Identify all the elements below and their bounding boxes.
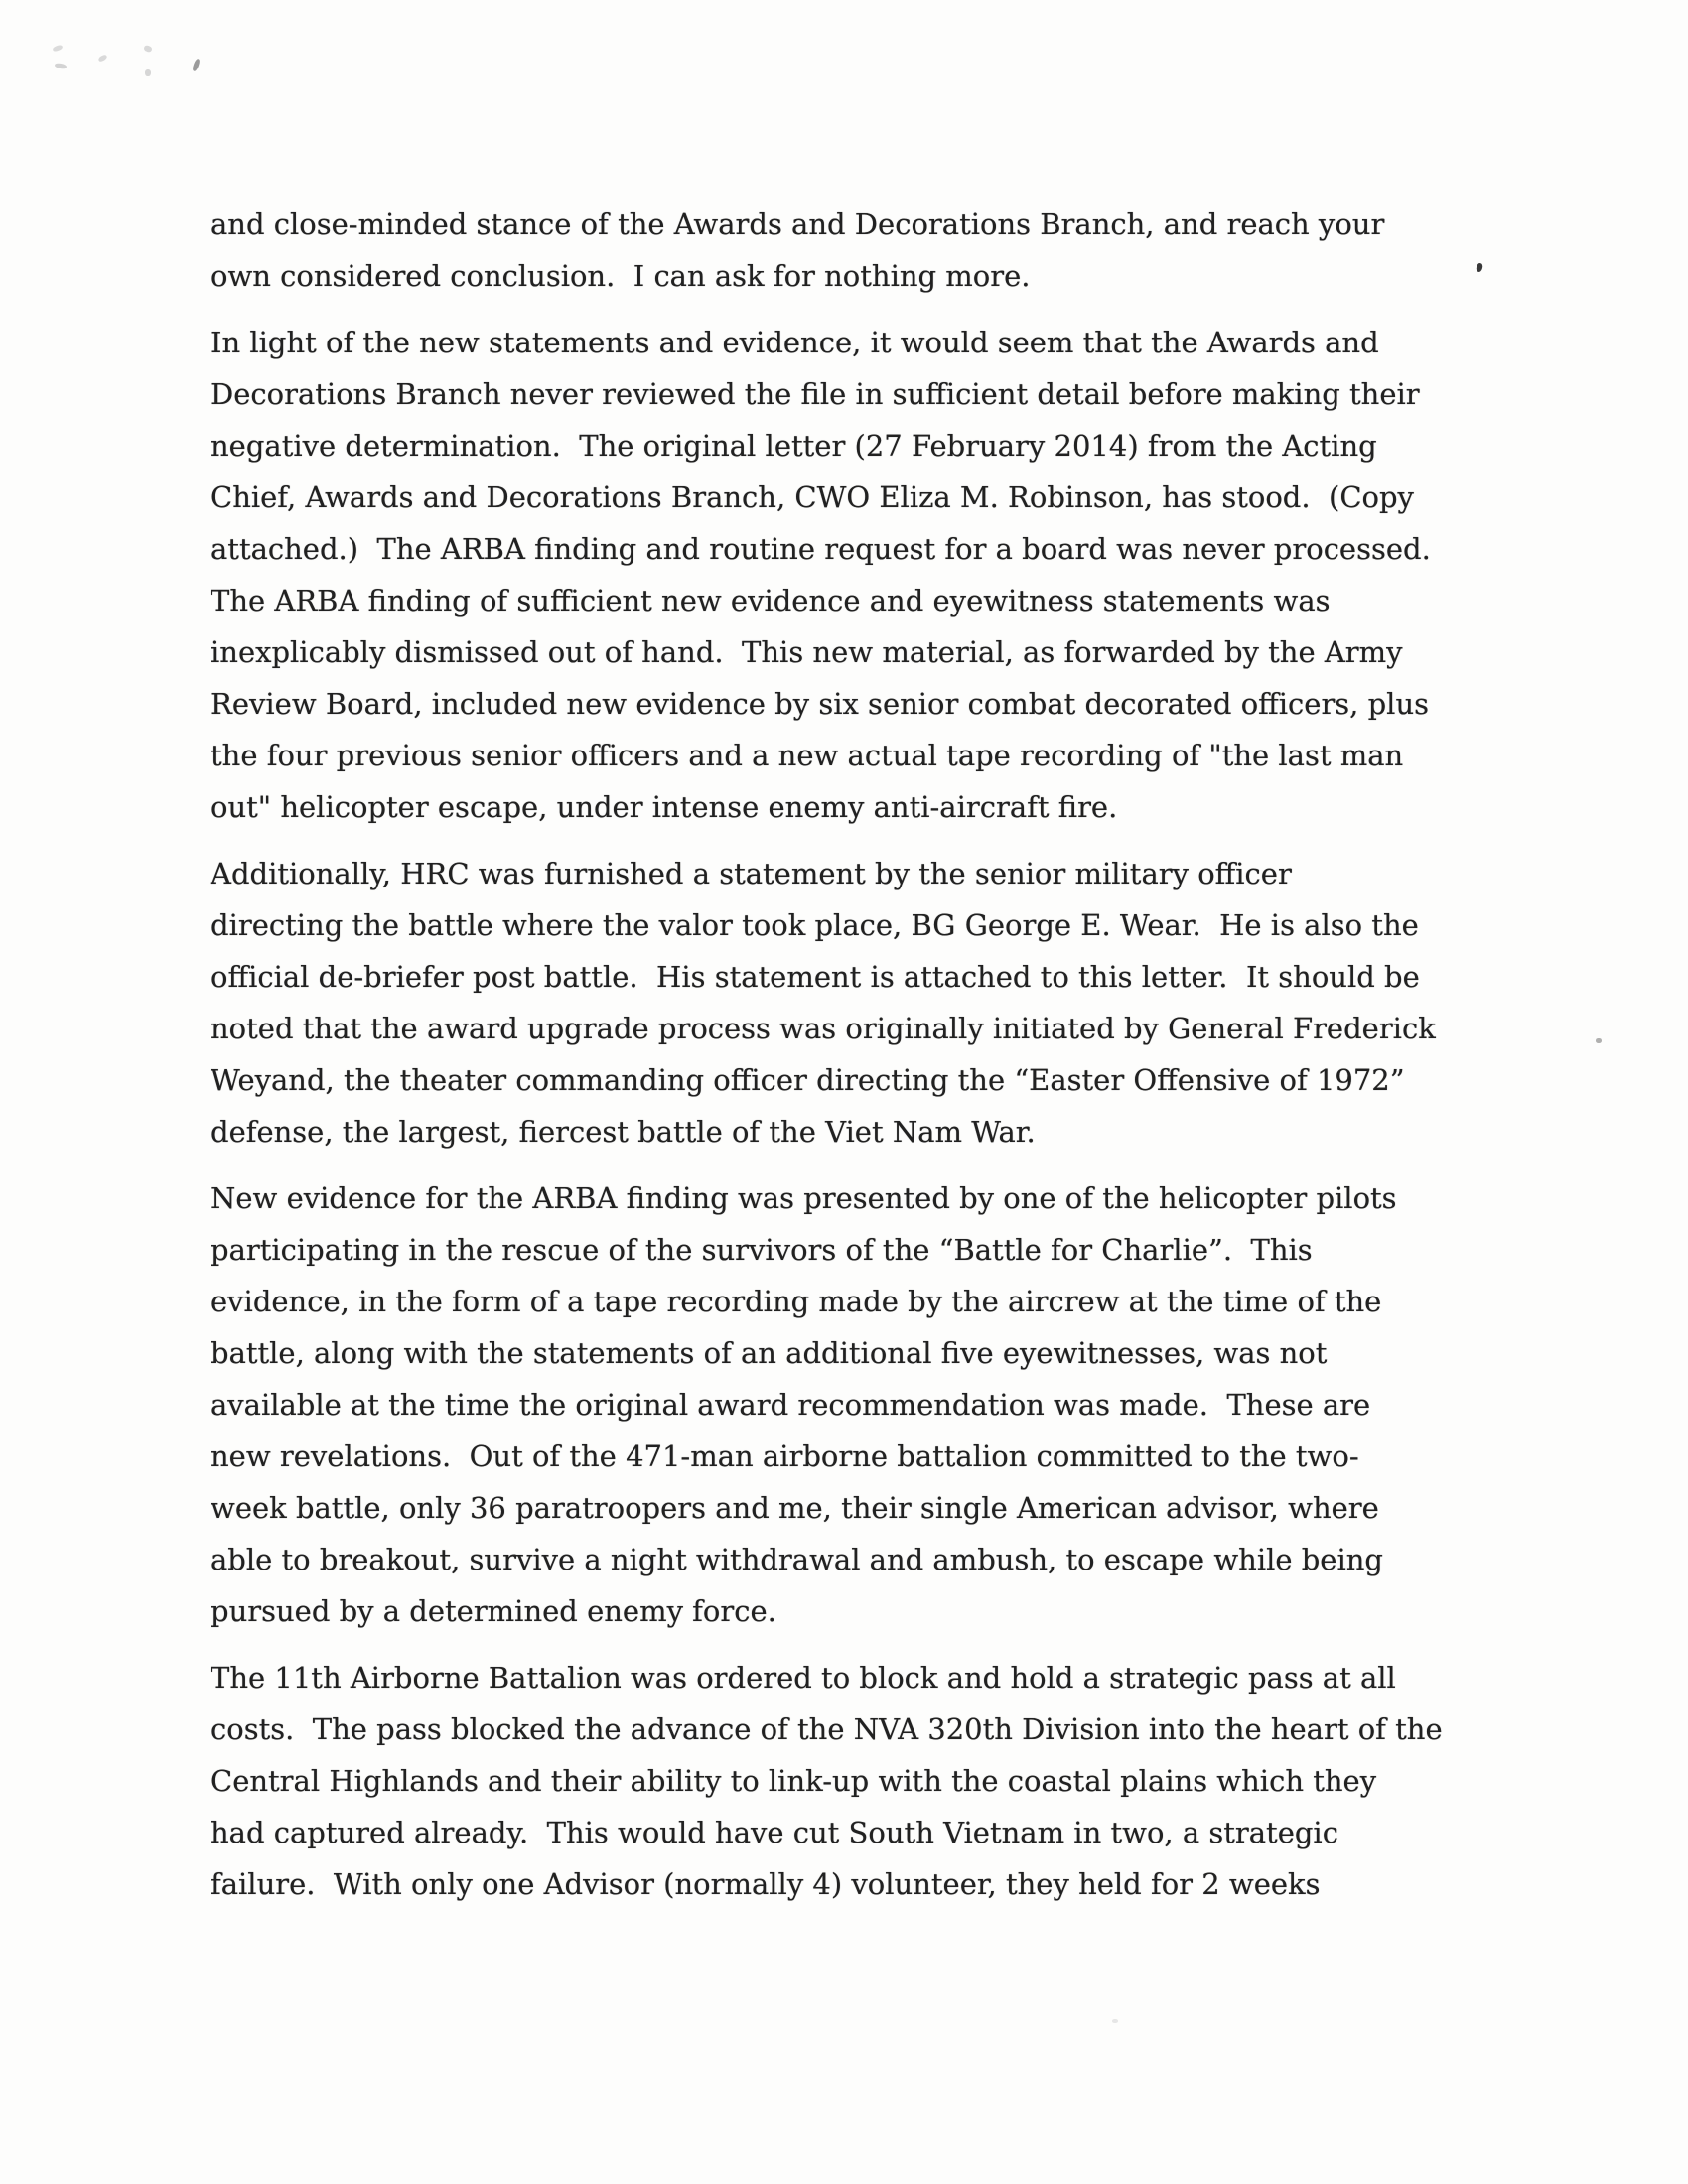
text-line: the four previous senior officers and a new actual tape recording of "the last man bbox=[211, 739, 1404, 772]
text-line: The ARBA finding of sufficient new evidence and eyewitness statements was bbox=[211, 584, 1331, 617]
text-line: In light of the new statements and evidence, it would seem that the Awards and bbox=[211, 326, 1379, 359]
scan-artifact bbox=[192, 59, 201, 72]
text-line: official de-briefer post battle. His statement is attached to this letter. It should be bbox=[211, 960, 1420, 994]
text-line: The 11th Airborne Battalion was ordered to block and hold a strategic pass at all bbox=[211, 1661, 1396, 1695]
text-line: evidence, in the form of a tape recording made by the aircrew at the time of the bbox=[211, 1285, 1382, 1318]
scan-artifact bbox=[52, 44, 63, 52]
text-line: new revelations. Out of the 471-man airborne battalion committed to the two- bbox=[211, 1439, 1359, 1473]
text-line: Additionally, HRC was furnished a statement by the senior military officer bbox=[211, 857, 1292, 890]
text-line: negative determination. The original letter (27 February 2014) from the Acting bbox=[211, 429, 1377, 463]
text-line: Chief, Awards and Decorations Branch, CWO Eliza M. Robinson, has stood. (Copy bbox=[211, 480, 1414, 514]
text-line: week battle, only 36 paratroopers and me, their single American advisor, where bbox=[211, 1491, 1379, 1525]
text-line: directing the battle where the valor took place, BG George E. Wear. He is also the bbox=[211, 908, 1419, 942]
text-line: participating in the rescue of the survivors of the “Battle for Charlie”. This bbox=[211, 1233, 1313, 1267]
text-line: out" helicopter escape, under intense enemy anti-aircraft fire. bbox=[211, 790, 1118, 824]
scan-artifact bbox=[1596, 1038, 1602, 1043]
text-line: and close-minded stance of the Awards and Decorations Branch, and reach your bbox=[211, 207, 1385, 241]
paragraph bbox=[211, 1172, 1511, 1637]
text-line: attached.) The ARBA finding and routine request for a board was never processed. bbox=[211, 532, 1431, 566]
text-line: had captured already. This would have cut South Vietnam in two, a strategic bbox=[211, 1816, 1338, 1849]
text-line: defense, the largest, fiercest battle of the Viet Nam War. bbox=[211, 1115, 1036, 1149]
text-line: Weyand, the theater commanding officer directing the “Easter Offensive of 1972” bbox=[211, 1063, 1405, 1097]
paragraph bbox=[211, 1652, 1511, 1910]
text-line: noted that the award upgrade process was originally initiated by General Frederick bbox=[211, 1012, 1436, 1045]
scan-artifact bbox=[55, 63, 68, 69]
scan-artifact bbox=[97, 54, 107, 63]
scan-artifact bbox=[143, 45, 153, 53]
text-line: failure. With only one Advisor (normally 4) volunteer, they held for 2 weeks bbox=[211, 1867, 1321, 1901]
scan-artifact bbox=[145, 69, 151, 76]
text-line: able to breakout, survive a night withdrawal and ambush, to escape while being bbox=[211, 1543, 1383, 1576]
text-line: pursued by a determined enemy force. bbox=[211, 1594, 776, 1628]
paragraph bbox=[211, 848, 1511, 1158]
text-line: New evidence for the ARBA finding was presented by one of the helicopter pilots bbox=[211, 1181, 1397, 1215]
text-line: Central Highlands and their ability to link-up with the coastal plains which they bbox=[211, 1764, 1377, 1798]
text-line: battle, along with the statements of an additional five eyewitnesses, was not bbox=[211, 1336, 1328, 1370]
paragraph bbox=[211, 199, 1511, 302]
text-line: costs. The pass blocked the advance of the NVA 320th Division into the heart of the bbox=[211, 1712, 1443, 1746]
text-line: Decorations Branch never reviewed the file in sufficient detail before making their bbox=[211, 377, 1420, 411]
text-line: own considered conclusion. I can ask for nothing more. bbox=[211, 259, 1031, 293]
text-line: Review Board, included new evidence by six senior combat decorated officers, plus bbox=[211, 687, 1430, 721]
paragraph bbox=[211, 317, 1511, 833]
text-line: available at the time the original award recommendation was made. These are bbox=[211, 1388, 1371, 1422]
text-line: inexplicably dismissed out of hand. This new material, as forwarded by the Army bbox=[211, 635, 1403, 669]
scan-artifact bbox=[1112, 2019, 1118, 2023]
document-body bbox=[211, 199, 1511, 1925]
